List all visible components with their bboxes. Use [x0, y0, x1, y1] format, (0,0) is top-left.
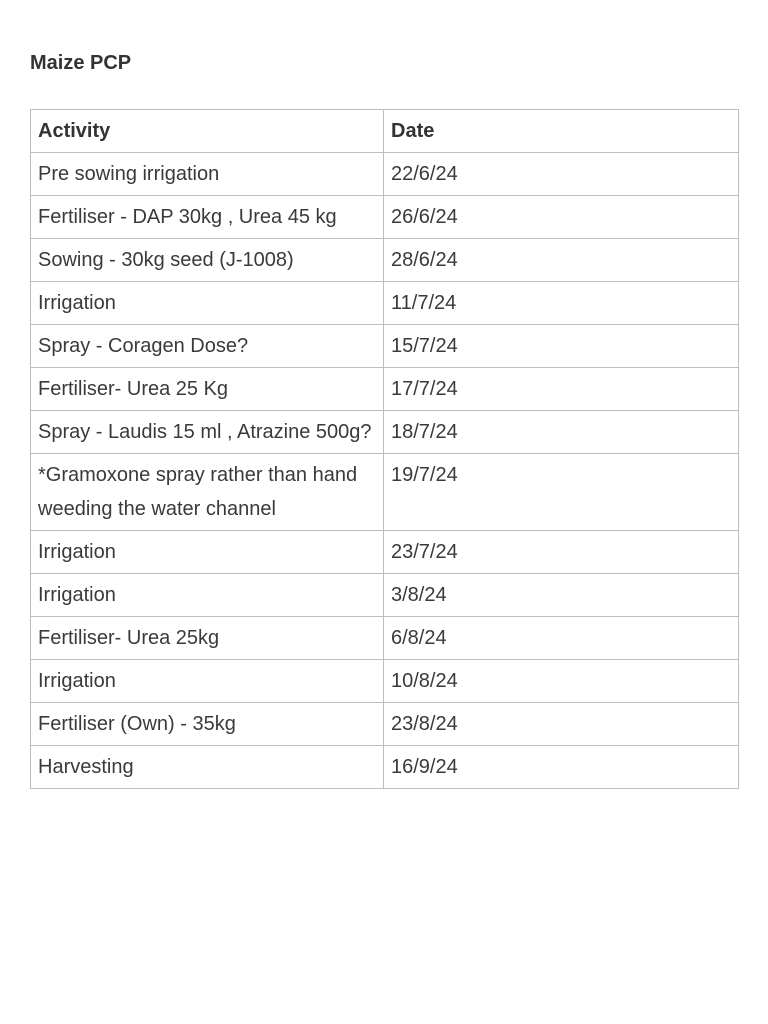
date-cell: 6/8/24	[384, 617, 739, 660]
activity-cell: Fertiliser- Urea 25 Kg	[31, 368, 384, 411]
activity-cell: Harvesting	[31, 746, 384, 789]
table-row	[31, 454, 739, 531]
activity-cell: Sowing - 30kg seed (J-1008)	[31, 239, 384, 282]
activity-cell: Spray - Coragen Dose?	[31, 325, 384, 368]
activity-cell: Fertiliser (Own) - 35kg	[31, 703, 384, 746]
date-cell: 18/7/24	[384, 411, 739, 454]
table-row	[31, 617, 739, 660]
date-cell: 17/7/24	[384, 368, 739, 411]
activity-cell: Irrigation	[31, 282, 384, 325]
page-title: Maize PCP	[30, 52, 132, 74]
activity-cell: Irrigation	[31, 574, 384, 617]
table-row	[31, 574, 739, 617]
table-row	[31, 325, 739, 368]
activity-cell: Irrigation	[31, 660, 384, 703]
table-row	[31, 411, 739, 454]
activity-cell: Fertiliser - DAP 30kg , Urea 45 kg	[31, 196, 384, 239]
date-cell: 16/9/24	[384, 746, 739, 789]
date-cell: 11/7/24	[384, 282, 739, 325]
date-cell: 22/6/24	[384, 153, 739, 196]
date-cell: 10/8/24	[384, 660, 739, 703]
activity-schedule-table	[30, 109, 739, 789]
date-column-header: Date	[384, 110, 739, 153]
table-row	[31, 239, 739, 282]
table-row	[31, 368, 739, 411]
table-row	[31, 196, 739, 239]
date-cell: 19/7/24	[384, 454, 739, 531]
table-row	[31, 531, 739, 574]
date-cell: 3/8/24	[384, 574, 739, 617]
table-row	[31, 660, 739, 703]
table-row	[31, 282, 739, 325]
table-row	[31, 153, 739, 196]
table-row	[31, 703, 739, 746]
table-row	[31, 746, 739, 789]
activity-cell: Irrigation	[31, 531, 384, 574]
date-cell: 23/7/24	[384, 531, 739, 574]
date-cell: 26/6/24	[384, 196, 739, 239]
date-cell: 28/6/24	[384, 239, 739, 282]
table-header-row	[31, 110, 739, 153]
activity-column-header: Activity	[31, 110, 384, 153]
activity-cell: Spray - Laudis 15 ml , Atrazine 500g?	[31, 411, 384, 454]
activity-cell: Pre sowing irrigation	[31, 153, 384, 196]
date-cell: 15/7/24	[384, 325, 739, 368]
activity-cell: *Gramoxone spray rather than hand weeding the water channel	[31, 454, 384, 531]
activity-cell: Fertiliser- Urea 25kg	[31, 617, 384, 660]
date-cell: 23/8/24	[384, 703, 739, 746]
